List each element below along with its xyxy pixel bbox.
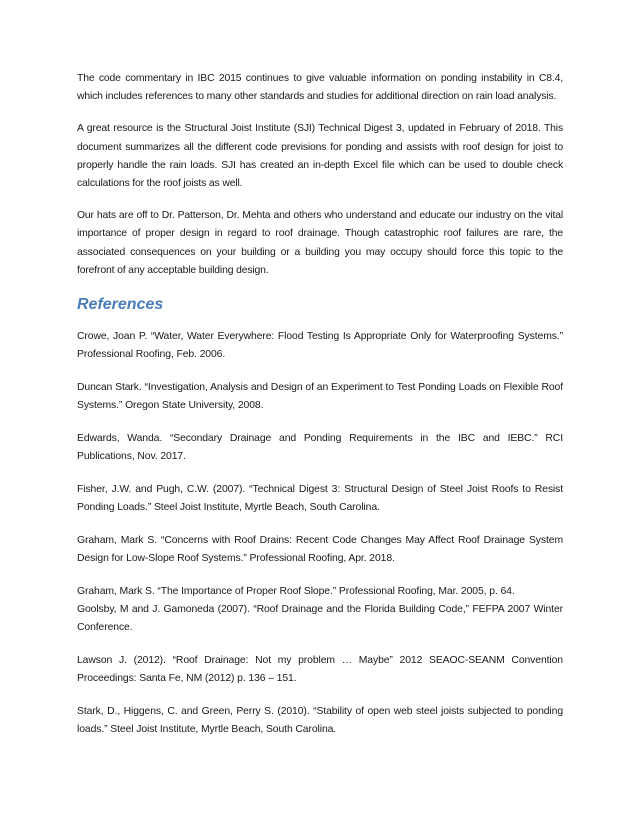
reference-item: Crowe, Joan P. “Water, Water Everywhere: Flood Testing Is Appropriate Only for Waterproofing Systems.” Professional Roofing, Feb. 2006. xyxy=(77,331,563,361)
references-heading: References xyxy=(77,296,164,314)
body-paragraph: A great resource is the Structural Joist Institute (SJI) Technical Digest 3, updated in February of 2018. This document summarizes all the different code previsions for ponding and assists with roof design for joist to properly handle the rain loads. SJI has created an in-depth Excel file which can be used to double check calculations for the roof joists as well. xyxy=(77,123,563,190)
reference-item: Graham, Mark S. “The Importance of Proper Roof Slope.” Professional Roofing, Mar. 2005, p. 64. xyxy=(77,585,515,597)
body-paragraph: Our hats are off to Dr. Patterson, Dr. Mehta and others who understand and educate our industry on the vital importance of proper design in regard to roof drainage. Though catastrophic roof failures are rare, the associated consequences on your building or a building you may occupy should force this topic to the forefront of any acceptable building design. xyxy=(77,210,563,276)
body-paragraph: The code commentary in IBC 2015 continues to give valuable information on ponding instability in C8.4, which includes references to many other standards and studies for additional direction on rain load analysis. xyxy=(77,73,563,103)
reference-item: Goolsby, M and J. Gamoneda (2007). “Roof Drainage and the Florida Building Code,” FEFPA 2007 Winter Conference. xyxy=(77,603,563,633)
references-list xyxy=(77,328,563,739)
reference-item: Stark, D., Higgens, C. and Green, Perry S. (2010). “Stability of open web steel joists subjected to ponding loads.” Steel Joist Institute, Myrtle Beach, South Carolina. xyxy=(77,705,563,735)
reference-item: Fisher, J.W. and Pugh, C.W. (2007). “Technical Digest 3: Structural Design of Steel Joist Roofs to Resist Ponding Loads.” Steel Joist Institute, Myrtle Beach, South Carolina. xyxy=(77,483,563,513)
document-page xyxy=(77,70,563,753)
reference-item: Graham, Mark S. “Concerns with Roof Drains: Recent Code Changes May Affect Roof Drainage System Design for Low-Slope Roof Systems.” Professional Roofing, Apr. 2018. xyxy=(77,534,563,564)
reference-item: Duncan Stark. “Investigation, Analysis and Design of an Experiment to Test Ponding Loads on Flexible Roof Systems.” Oregon State University, 2008. xyxy=(77,381,563,412)
reference-item: Edwards, Wanda. “Secondary Drainage and Ponding Requirements in the IBC and IEBC.” RCI Publications, Nov. 2017. xyxy=(77,432,563,463)
reference-item: Lawson J. (2012). “Roof Drainage: Not my problem … Maybe” 2012 SEAOC-SEANM Convention Proceedings: Santa Fe, NM (2012) p. 136 – 151. xyxy=(77,654,563,684)
